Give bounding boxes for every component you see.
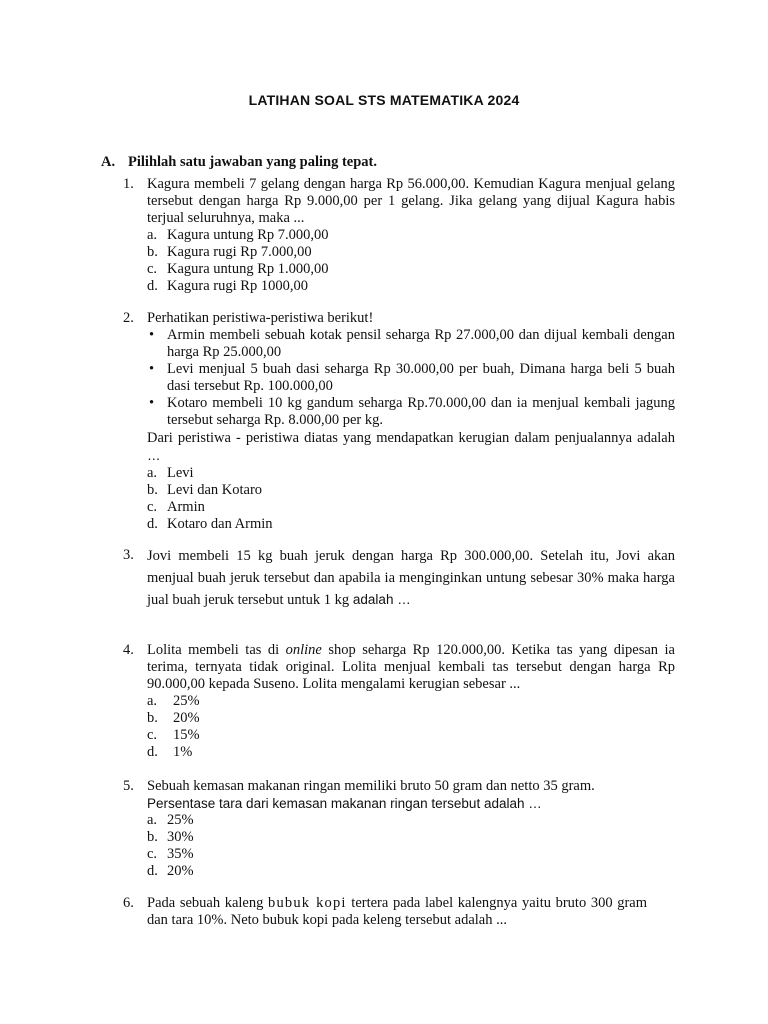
question-text-rest: shop seharga Rp 120.000,00. Ketika tas yang dipesan ia terima, ternyata tidak original. Lolita menjual kembali tas tersebut dengan harga Rp 90.000,00 kepada Suseno. Lolita mengalami kerugian sebesar ... bbox=[147, 642, 675, 692]
option-text: 15% bbox=[173, 727, 200, 743]
question-text-rest: tertera pada label kalengnya yaitu bruto 300 gram dan tara 10%. Neto bubuk kopi pada keleng tersebut adalah ... bbox=[147, 895, 648, 928]
question-ellipsis: … bbox=[147, 448, 161, 463]
option-text: 30% bbox=[167, 829, 194, 845]
option-text: 25% bbox=[173, 693, 200, 709]
question-6 bbox=[123, 895, 675, 929]
option-d bbox=[147, 516, 675, 533]
question-ellipsis: … bbox=[393, 592, 411, 607]
question-text bbox=[147, 545, 675, 611]
option-text: Kagura untung Rp 7.000,00 bbox=[167, 227, 329, 243]
option-c bbox=[147, 846, 675, 863]
question-number: 5. bbox=[123, 778, 134, 794]
question-2 bbox=[123, 310, 675, 533]
option-letter: c. bbox=[147, 261, 158, 277]
question-text-main: Jovi membeli 15 kg buah jeruk dengan harga Rp 300.000,00. Setelah itu, Jovi akan menjual buah jeruk tersebut dan apabila ia menginginkan untung sebesar 30% maka harga jual buah jeruk tersebut untuk 1 kg bbox=[147, 548, 675, 608]
question-text bbox=[147, 895, 647, 929]
option-c bbox=[147, 499, 675, 516]
option-b bbox=[147, 244, 675, 261]
option-text: Levi bbox=[167, 465, 194, 481]
question-number: 3. bbox=[123, 547, 134, 563]
question-text-main: Lolita membeli tas di bbox=[147, 642, 286, 658]
question-text-line2 bbox=[147, 795, 675, 812]
question-text bbox=[147, 429, 675, 465]
option-a bbox=[147, 227, 675, 244]
option-letter: b. bbox=[147, 710, 158, 726]
question-text: Kagura membeli 7 gelang dengan harga Rp 56.000,00. Kemudian Kagura menjual gelang tersebut dengan harga Rp 9.000,00 per 1 gelang. Jika gelang yang dijual Kagura habis terjual seluruhnya, maka ... bbox=[147, 176, 675, 226]
option-text: 25% bbox=[167, 812, 194, 828]
option-d bbox=[147, 744, 675, 761]
question-3 bbox=[123, 545, 675, 611]
option-letter: b. bbox=[147, 244, 158, 260]
question-number: 1. bbox=[123, 176, 134, 192]
option-text: Kotaro dan Armin bbox=[167, 516, 273, 532]
question-intro: Perhatikan peristiwa-peristiwa berikut! bbox=[147, 310, 374, 326]
options-list bbox=[147, 227, 675, 295]
option-letter: a. bbox=[147, 812, 158, 828]
bullet-text: Armin membeli sebuah kotak pensil seharga Rp 27.000,00 dan dijual kembali dengan harga Rp 25.000,00 bbox=[167, 327, 675, 360]
bullet-icon: • bbox=[149, 327, 155, 343]
option-letter: b. bbox=[147, 829, 158, 845]
option-c bbox=[147, 727, 675, 744]
question-number: 2. bbox=[123, 310, 134, 326]
option-text: Levi dan Kotaro bbox=[167, 482, 263, 498]
option-text: 20% bbox=[173, 710, 200, 726]
option-letter: a. bbox=[147, 465, 158, 481]
option-a bbox=[147, 693, 675, 710]
options-list bbox=[147, 465, 675, 533]
option-text: Armin bbox=[167, 499, 205, 515]
option-letter: a. bbox=[147, 693, 158, 709]
section-letter: A. bbox=[101, 154, 116, 170]
question-4 bbox=[123, 642, 675, 761]
question-text-main: Persentase tara dari kemasan makanan ringan tersebut adalah bbox=[147, 796, 525, 811]
bullet-icon: • bbox=[149, 361, 155, 377]
option-letter: a. bbox=[147, 227, 158, 243]
option-text: 20% bbox=[167, 863, 194, 879]
option-letter: d. bbox=[147, 863, 158, 879]
question-text-italic: online bbox=[285, 642, 322, 658]
option-letter: d. bbox=[147, 744, 158, 760]
section-heading-text: Pilihlah satu jawaban yang paling tepat. bbox=[128, 154, 377, 170]
option-text: Kagura untung Rp 1.000,00 bbox=[167, 261, 329, 277]
option-letter: b. bbox=[147, 482, 158, 498]
question-ellipsis: … bbox=[524, 796, 542, 811]
option-d bbox=[147, 863, 675, 880]
option-c bbox=[147, 261, 675, 278]
bullet-text: Kotaro membeli 10 kg gandum seharga Rp.70.000,00 dan ia menjual kembali jagung tersebut seharga Rp. 8.000,00 per kg. bbox=[167, 395, 675, 428]
option-text: 1% bbox=[173, 744, 193, 760]
question-text-main: Pada sebuah kaleng bbox=[147, 895, 268, 911]
question-5 bbox=[123, 778, 675, 880]
option-b bbox=[147, 829, 675, 846]
option-letter: c. bbox=[147, 846, 158, 862]
option-text: Kagura rugi Rp 1000,00 bbox=[167, 278, 308, 294]
option-b bbox=[147, 482, 675, 499]
option-d bbox=[147, 278, 675, 295]
option-letter: d. bbox=[147, 516, 158, 532]
options-list bbox=[147, 693, 675, 761]
option-b bbox=[147, 710, 675, 727]
bullet-item bbox=[147, 361, 675, 395]
option-letter: d. bbox=[147, 278, 158, 294]
option-a bbox=[147, 812, 675, 829]
question-text-line1: Sebuah kemasan makanan ringan memiliki bruto 50 gram dan netto 35 gram. bbox=[147, 778, 595, 794]
bullet-item bbox=[147, 395, 675, 429]
options-list bbox=[147, 812, 675, 880]
bullet-list bbox=[147, 327, 675, 429]
question-text bbox=[147, 642, 675, 693]
bullet-icon: • bbox=[149, 395, 155, 411]
question-text-main: Dari peristiwa - peristiwa diatas yang mendapatkan kerugian dalam penjualannya adalah bbox=[147, 430, 675, 446]
question-text-end: adalah bbox=[349, 592, 394, 607]
page-title: LATIHAN SOAL STS MATEMATIKA 2024 bbox=[248, 92, 520, 108]
option-text: Kagura rugi Rp 7.000,00 bbox=[167, 244, 312, 260]
question-text-spaced: bubuk kopi bbox=[268, 895, 347, 911]
question-1 bbox=[123, 176, 675, 295]
option-letter: c. bbox=[147, 499, 158, 515]
option-letter: c. bbox=[147, 727, 158, 743]
section-heading bbox=[101, 154, 377, 171]
question-number: 6. bbox=[123, 895, 134, 911]
question-number: 4. bbox=[123, 642, 134, 658]
option-a bbox=[147, 465, 675, 482]
bullet-item bbox=[147, 327, 675, 361]
option-text: 35% bbox=[167, 846, 194, 862]
bullet-text: Levi menjual 5 buah dasi seharga Rp 30.000,00 per buah, Dimana harga beli 5 buah dasi tersebut Rp. 100.000,00 bbox=[167, 361, 675, 394]
